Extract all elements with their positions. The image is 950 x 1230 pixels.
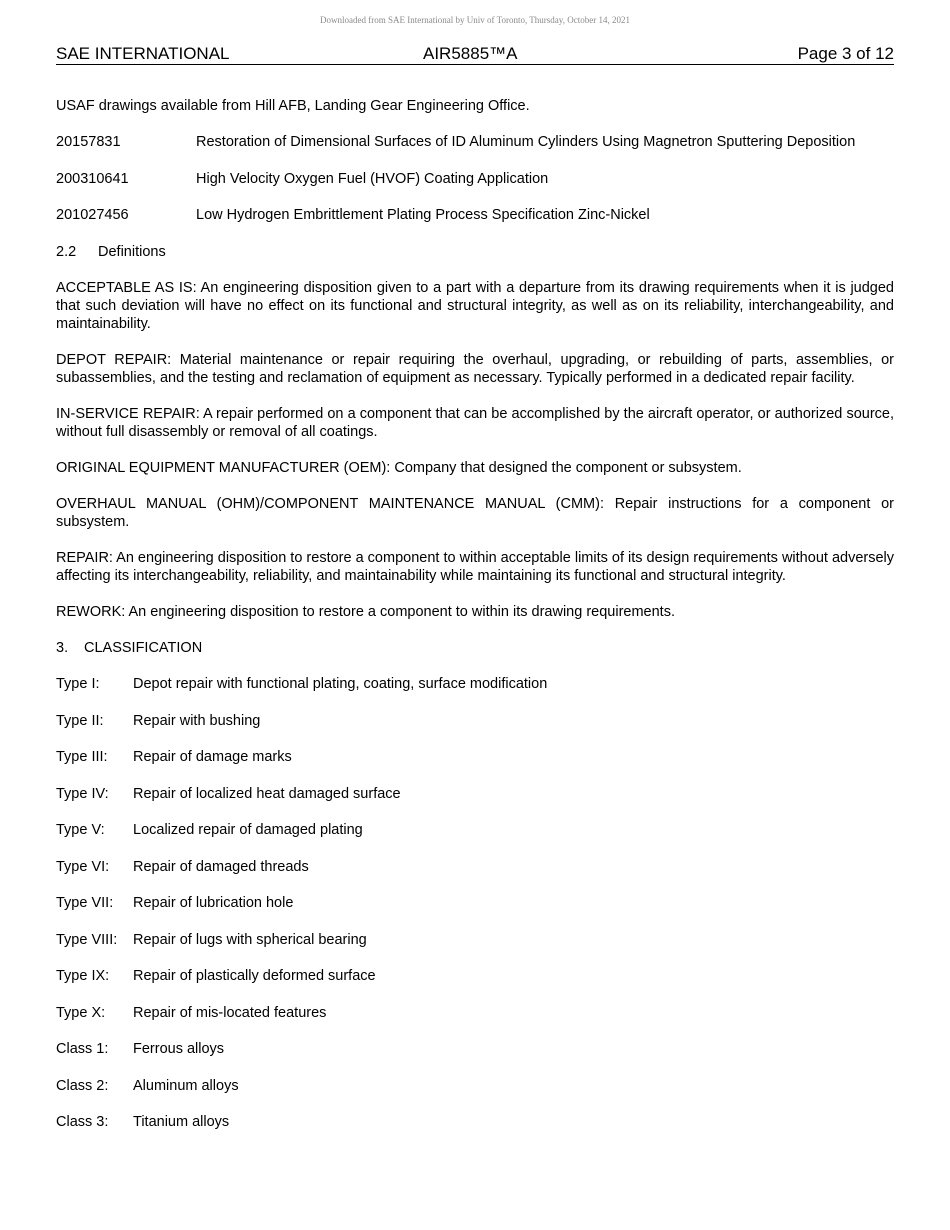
classification-description: Repair of mis-located features <box>133 1004 327 1021</box>
classification-description: Localized repair of damaged plating <box>133 822 363 838</box>
classification-label: Class 3: <box>56 1114 109 1130</box>
classification-row <box>56 748 894 766</box>
classification-label: Type VI: <box>56 858 110 875</box>
classification-heading <box>56 639 894 657</box>
classification-label: Type VII: <box>56 895 114 911</box>
reference-row <box>56 133 894 151</box>
classification-row <box>56 675 894 693</box>
classification-description: Repair of lugs with spherical bearing <box>133 931 367 948</box>
reference-number: 201027456 <box>56 207 129 223</box>
definition-ohm-cmm: OVERHAUL MANUAL (OHM)/COMPONENT MAINTENANCE MANUAL (CMM): Repair instructions for a component or subsystem. <box>56 495 894 530</box>
reference-number: 200310641 <box>56 170 129 187</box>
classification-row <box>56 1113 894 1131</box>
header-document-number: AIR5885™A <box>423 44 518 63</box>
classification-description: Repair with bushing <box>133 712 261 729</box>
section-number: 2.2 <box>56 243 77 260</box>
reference-title: Low Hydrogen Embrittlement Plating Process Specification Zinc-Nickel <box>196 207 650 223</box>
section-title: CLASSIFICATION <box>84 639 203 656</box>
classification-row <box>56 712 894 730</box>
classification-row <box>56 1040 894 1058</box>
section-title: Definitions <box>98 243 166 260</box>
reference-row <box>56 206 894 224</box>
classification-description: Repair of lubrication hole <box>133 895 294 911</box>
classification-row <box>56 785 894 803</box>
classification-row <box>56 858 894 876</box>
classification-row <box>56 1077 894 1095</box>
header-page-number: Page 3 of 12 <box>797 44 894 63</box>
page-body <box>56 97 894 1150</box>
definitions-heading <box>56 243 894 261</box>
classification-label: Class 1: <box>56 1041 109 1057</box>
definition-repair: REPAIR: An engineering disposition to restore a component to within acceptable limits of its design requirements without adversely affecting its interchangeability, reliability, and maintainability while maintaining its functional and structural integrity. <box>56 549 894 584</box>
classification-label: Type IV: <box>56 785 109 802</box>
classification-description: Titanium alloys <box>133 1114 230 1130</box>
classification-description: Aluminum alloys <box>133 1077 239 1094</box>
reference-row <box>56 170 894 188</box>
classification-label: Type V: <box>56 822 105 838</box>
section-number: 3. <box>56 639 69 656</box>
definition-depot-repair: DEPOT REPAIR: Material maintenance or repair requiring the overhaul, upgrading, or rebuilding of parts, assemblies, or subassemblies, and the testing and reclamation of equipment as necessary. Typically performed in a dedicated repair facility. <box>56 351 894 386</box>
definition-in-service-repair: IN-SERVICE REPAIR: A repair performed on a component that can be accomplished by the aircraft operator, or authorized source, without full disassembly or removal of all coatings. <box>56 405 894 440</box>
classification-description: Repair of damaged threads <box>133 858 309 875</box>
reference-title: Restoration of Dimensional Surfaces of ID Aluminum Cylinders Using Magnetron Sputtering Deposition <box>196 134 856 150</box>
classification-row <box>56 894 894 912</box>
classification-row <box>56 821 894 839</box>
definition-oem: ORIGINAL EQUIPMENT MANUFACTURER (OEM): Company that designed the component or subsystem. <box>56 459 742 476</box>
classification-description: Ferrous alloys <box>133 1041 225 1057</box>
classification-description: Depot repair with functional plating, coating, surface modification <box>133 676 548 692</box>
definition-acceptable-as-is: ACCEPTABLE AS IS: An engineering disposition given to a part with a departure from its drawing requirements when it is judged that such deviation will have no effect on its functional and structural integrity, as well as on its reliability, interchangeability, and maintainability. <box>56 279 894 332</box>
classification-label: Type I: <box>56 676 100 692</box>
download-watermark: Downloaded from SAE International by Univ of Toronto, Thursday, October 14, 2021 <box>320 15 630 25</box>
classification-row <box>56 1004 894 1022</box>
classification-description: Repair of damage marks <box>133 749 292 765</box>
classification-description: Repair of localized heat damaged surface <box>133 785 401 802</box>
header-organization: SAE INTERNATIONAL <box>56 44 230 63</box>
classification-row <box>56 967 894 985</box>
intro-text: USAF drawings available from Hill AFB, Landing Gear Engineering Office. <box>56 98 530 114</box>
classification-label: Type VIII: <box>56 931 118 948</box>
classification-label: Class 2: <box>56 1077 109 1094</box>
classification-label: Type II: <box>56 712 104 729</box>
definition-rework: REWORK: An engineering disposition to restore a component to within its drawing requirements. <box>56 603 675 620</box>
reference-number: 20157831 <box>56 134 121 150</box>
classification-label: Type X: <box>56 1004 106 1021</box>
reference-title: High Velocity Oxygen Fuel (HVOF) Coating Application <box>196 170 549 187</box>
classification-label: Type IX: <box>56 968 110 984</box>
classification-description: Repair of plastically deformed surface <box>133 968 376 984</box>
classification-row <box>56 931 894 949</box>
page-header <box>56 44 894 65</box>
classification-label: Type III: <box>56 749 108 765</box>
